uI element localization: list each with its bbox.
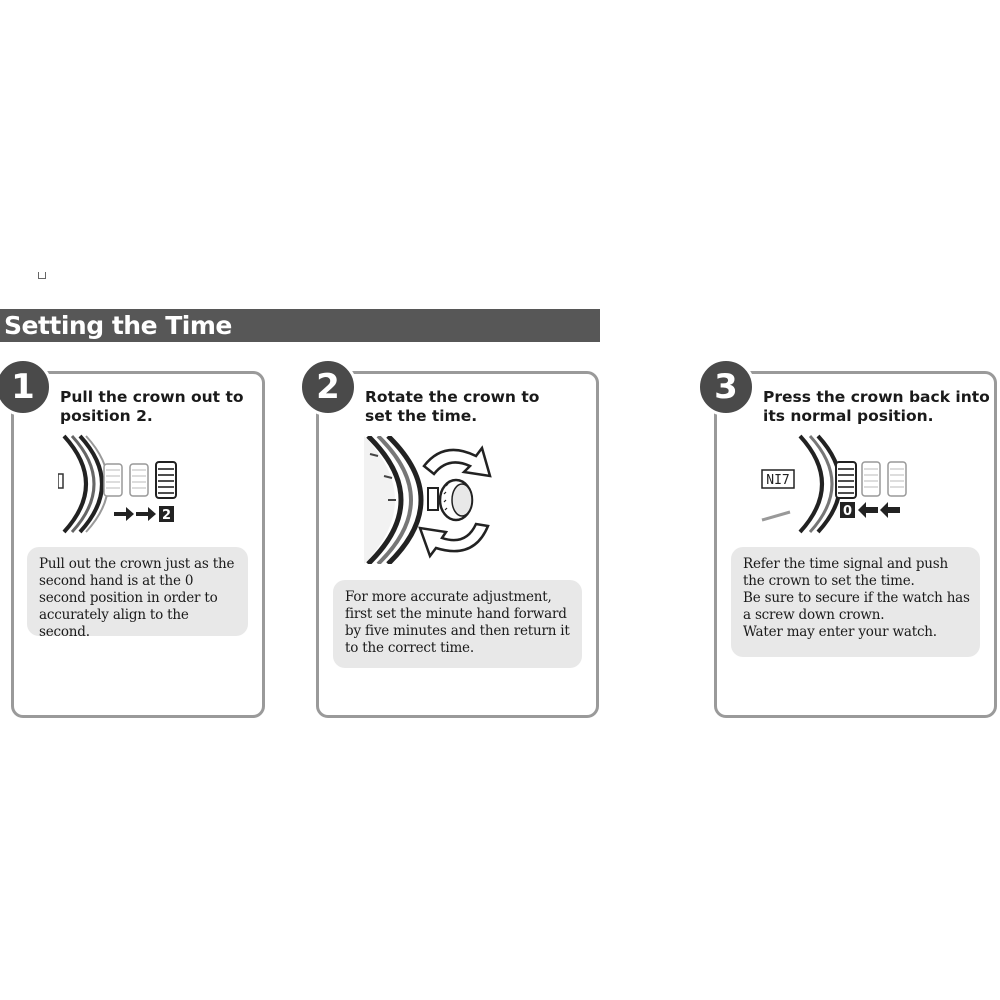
date-window: NI7 [766, 473, 790, 488]
step-heading-1: Pull the crown out to position 2. [60, 388, 244, 425]
step-heading-2: Rotate the crown to set the time. [365, 388, 540, 425]
step-note-2 [333, 580, 582, 668]
crown-pull-illustration [58, 434, 188, 534]
crown-rotate-illustration [364, 436, 504, 564]
page-title: Setting the Time [0, 309, 600, 342]
step-note-1 [27, 547, 248, 640]
crown-push-illustration [760, 434, 920, 534]
step-note-2-text: For more accurate adjustment, first set the minute hand forward by five minutes and then return it to the correct time. [345, 589, 570, 656]
step-number-2: 2 [299, 358, 357, 416]
step-number-1: 1 [0, 358, 52, 416]
step-note-1-text: Pull out the crown just as the second hand is at the 0 second position in order to accurately align to the second. [39, 556, 235, 640]
stray-mark [38, 272, 46, 279]
step-heading-3: Press the crown back into its normal position. [763, 388, 990, 425]
step-note-3-text-1: Refer the time signal and push the crown to set the time. [743, 556, 948, 589]
position-label-2: 2 [161, 508, 172, 523]
step-note-3-text-3: Water may enter your watch. [743, 624, 937, 640]
step-note-3 [731, 547, 980, 657]
position-label-0: 0 [842, 504, 853, 519]
step-number-3: 3 [697, 358, 755, 416]
step-note-3-text-2: Be sure to secure if the watch has a screw down crown. [743, 590, 970, 623]
